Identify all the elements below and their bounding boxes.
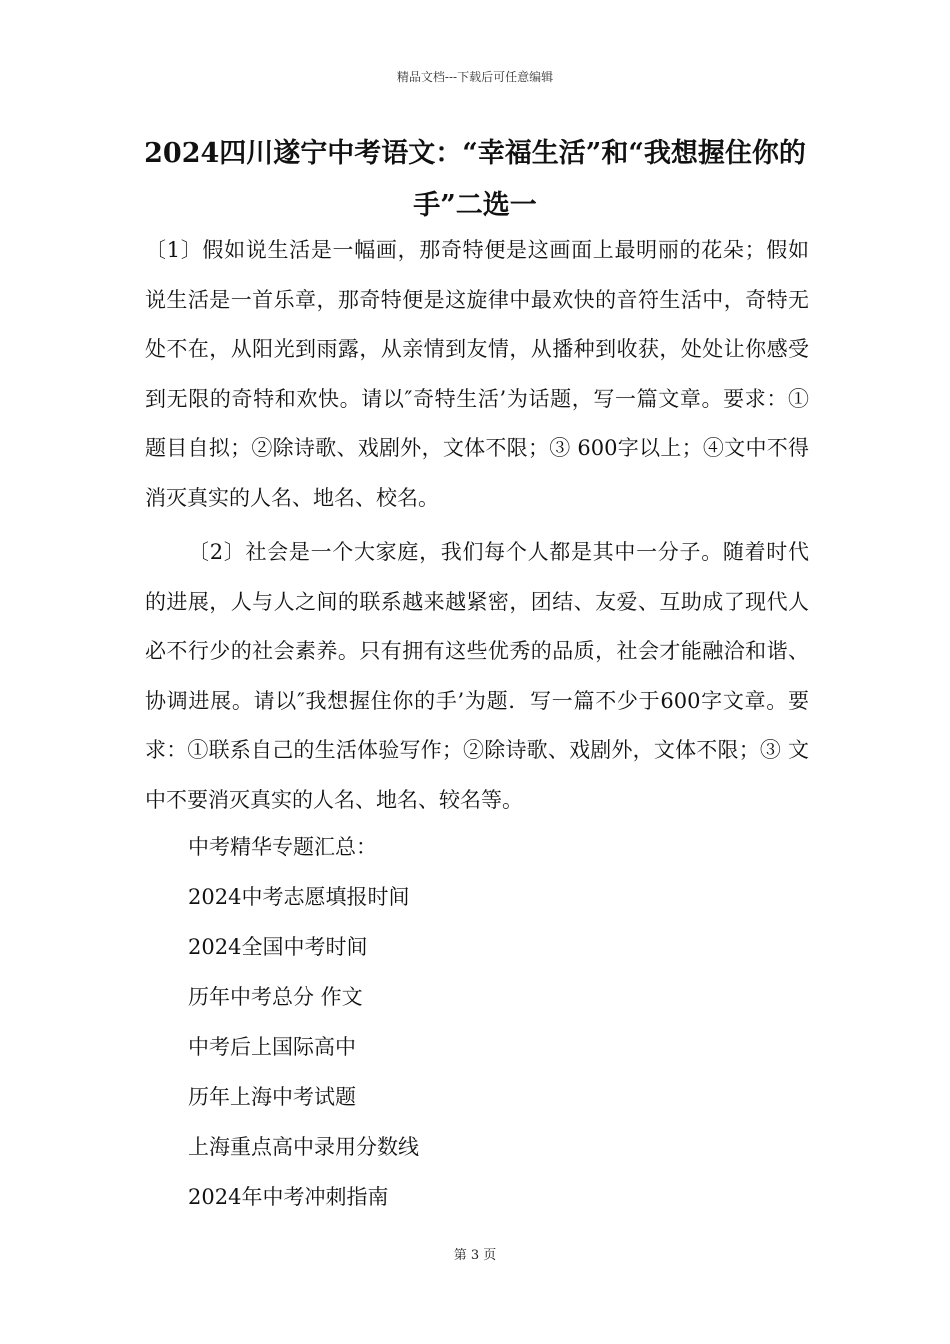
summary-link: 历年中考总分 作文 xyxy=(188,985,363,1009)
summary-link: 2024中考志愿填报时间 xyxy=(188,885,410,909)
page-title: 2024四川遂宁中考语文：“幸福生活”和“我想握住你的手”二选一 xyxy=(144,138,806,221)
topic-summary-list xyxy=(188,822,419,1222)
summary-heading: 中考精华专题汇总： xyxy=(188,835,377,859)
summary-link: 2024全国中考时间 xyxy=(188,935,368,959)
summary-link: 2024年中考冲刺指南 xyxy=(188,1185,389,1209)
essay-prompt-1: 〔1〕假如说生活是一幅画，那奇特便是这画面上最明丽的花朵；假如说生活是一首乐章，那奇特便是这旋律中最欢快的音符生活中，奇特无处不在，从阳光到雨露，从亲情到友情，从播种到收获，处处让你感受到无限的奇特和欢快。请以″奇特生活’为话题，写一篇文章。要求：①题目自拟；②除诗歌、戏剧外，文体不限；③ 600字以上；④文中不得消灭真实的人名、地名、校名。 xyxy=(145,238,809,510)
summary-link: 历年上海中考试题 xyxy=(188,1085,356,1109)
summary-link: 中考后上国际高中 xyxy=(188,1035,356,1059)
summary-link: 上海重点高中录用分数线 xyxy=(188,1135,419,1159)
essay-prompt-2: 〔2〕社会是一个大家庭，我们每个人都是其中一分子。随着时代的进展，人与人之间的联系越来越紧密，团结、友爱、互助成了现代人必不行少的社会素养。只有拥有这些优秀的品质，社会才能融洽和谐、协调进展。请以″我想握住你的手’为题．写一篇不少于600字文章。要求：①联系自己的生活体验写作；②除诗歌、戏剧外，文体不限；③ 文中不要消灭真实的人名、地名、较名等。 xyxy=(145,540,809,812)
page-number: 第 3 页 xyxy=(453,1248,497,1263)
header-note: 精品文档---下载后可任意编辑 xyxy=(396,70,554,84)
